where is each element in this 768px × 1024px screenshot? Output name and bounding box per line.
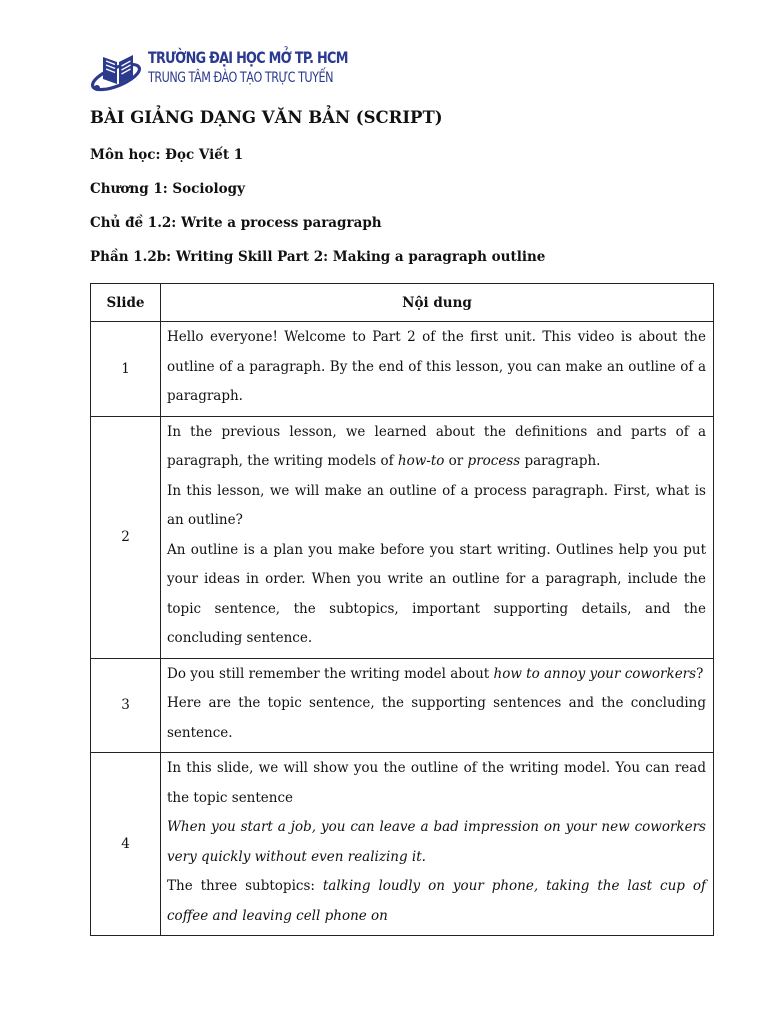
text-run: The three subtopics: — [167, 878, 323, 894]
paragraph — [167, 813, 706, 872]
logo-center-name: TRUNG TÂM ĐÀO TẠO TRỰC TUYẾN — [148, 70, 334, 86]
paragraph: Hello everyone! Welcome to Part 2 of the first unit. This video is about the outline of a paragraph. By the end of this lesson, you can make an outline of a paragraph. — [167, 329, 706, 404]
slide-number: 2 — [91, 416, 161, 658]
italic-term: process — [467, 453, 521, 469]
logo-university-name: TRƯỜNG ĐẠI HỌC MỞ TP. HCM — [148, 48, 348, 67]
slide-number: 1 — [91, 322, 161, 417]
part-line: Phần 1.2b: Writing Skill Part 2: Making a paragraph outline — [90, 249, 546, 265]
italic-term: how-to — [397, 453, 445, 469]
text-run: ? — [696, 665, 704, 682]
paragraph — [167, 418, 706, 477]
topic-line: Chủ đề 1.2: Write a process paragraph — [90, 215, 382, 231]
italic-topic-sentence: When you start a job, you can leave a bad impression on your new coworkers very quickly without even realizing it. — [167, 819, 706, 865]
slide-content — [161, 322, 714, 417]
slide-content — [161, 416, 714, 658]
table-row — [91, 658, 714, 753]
table-header-row — [91, 284, 714, 322]
text-run: In the previous lesson, we learned about the definitions and parts of a paragraph, the writing models of — [167, 423, 706, 469]
paragraph — [167, 660, 706, 690]
table-row — [91, 416, 714, 658]
paragraph: In this lesson, we will make an outline of a process paragraph. First, what is an outline? — [167, 482, 706, 528]
paragraph — [167, 872, 706, 931]
document-title: BÀI GIẢNG DẠNG VĂN BẢN (SCRIPT) — [90, 108, 443, 127]
table-row — [91, 322, 714, 417]
script-table — [90, 283, 714, 936]
organization-logo — [90, 44, 348, 100]
text-run: or — [444, 453, 468, 469]
subject-line: Môn học: Đọc Viết 1 — [90, 147, 244, 163]
chapter-line: Chương 1: Sociology — [90, 181, 245, 197]
content-column-header: Nội dung — [161, 284, 714, 322]
slide-number: 4 — [91, 753, 161, 936]
slide-content — [161, 753, 714, 936]
book-orbit-logo-icon — [90, 48, 148, 94]
italic-subtopics: talking loudly on your phone, taking the last cup of coffee and leaving cell phone on — [167, 878, 706, 924]
text-run: Do you still remember the writing model about — [167, 665, 494, 682]
slide-number: 3 — [91, 658, 161, 753]
paragraph: An outline is a plan you make before you start writing. Outlines help you put your ideas in order. When you write an outline for a paragraph, include the topic sentence, the subtopics, important supporting details, and the concluding sentence. — [167, 541, 706, 646]
text-run: paragraph. — [520, 453, 601, 469]
slide-column-header: Slide — [91, 284, 161, 322]
slide-content — [161, 658, 714, 753]
paragraph: Here are the topic sentence, the supporting sentences and the concluding sentence. — [167, 695, 706, 741]
paragraph: In this slide, we will show you the outline of the writing model. You can read the topic sentence — [167, 760, 706, 806]
table-row — [91, 753, 714, 936]
italic-term: how to annoy your coworkers — [493, 665, 697, 682]
